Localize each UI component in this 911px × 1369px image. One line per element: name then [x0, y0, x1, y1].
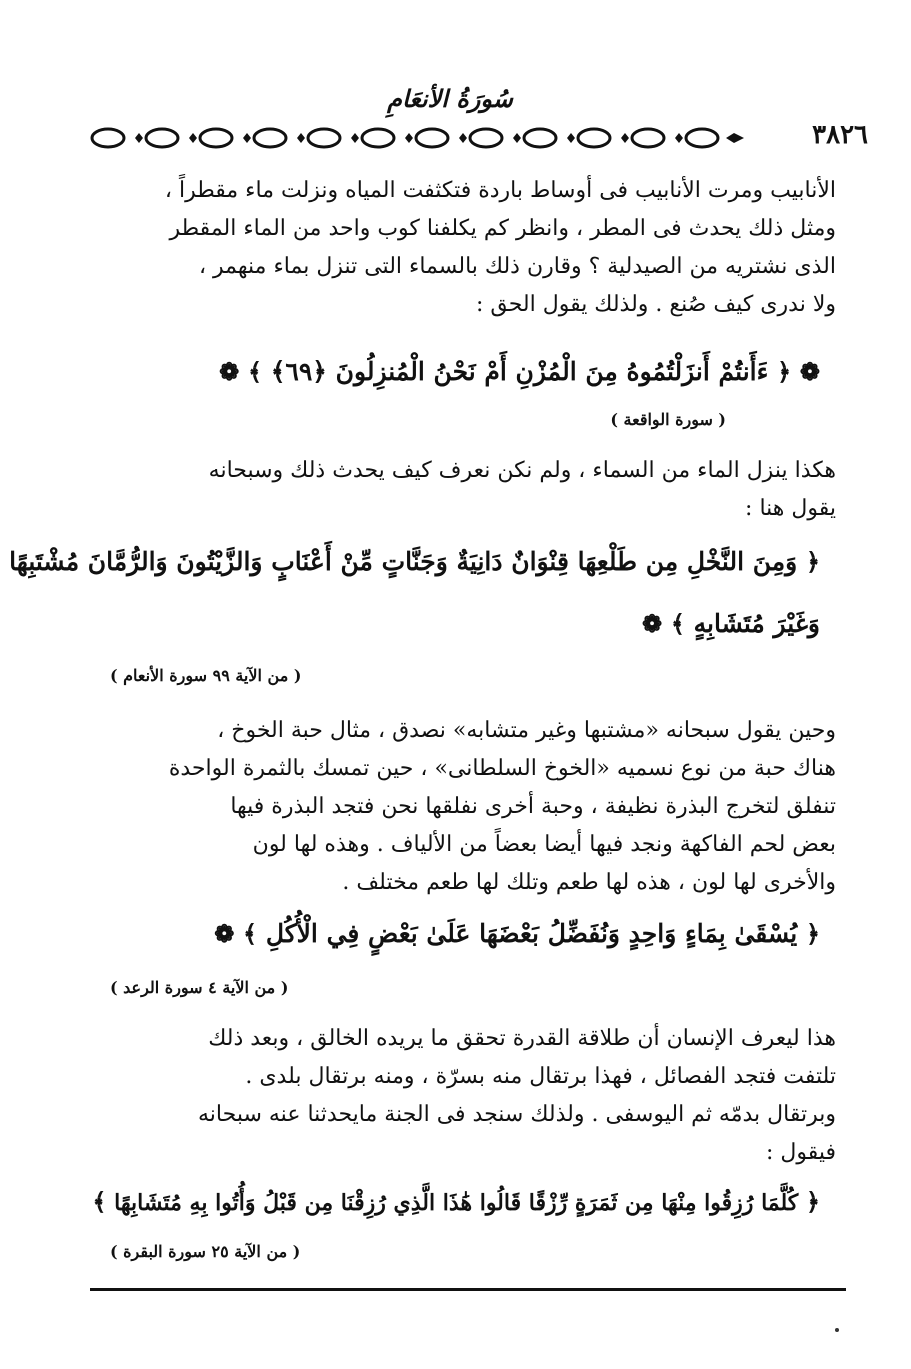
verse-open-bracket: ﴿ — [777, 357, 792, 386]
footer-rule — [90, 1288, 846, 1291]
flower-ornament-icon: ❁ — [641, 609, 663, 638]
quran-verse-3 — [96, 912, 820, 956]
verse-text: يُسْقَىٰ بِمَاءٍ وَاحِدٍ وَنُفَضِّلُ بَعْضَهَا عَلَىٰ بَعْضٍ فِي الْأُكُلِ — [265, 919, 798, 948]
verse-open-bracket: ﴿ — [805, 547, 820, 576]
paragraph-line: والأخرى لها لون ، هذه لها طعم وتلك لها طعم مختلف . — [342, 870, 836, 895]
paragraph-2 — [96, 452, 836, 528]
paragraph-line: هذا ليعرف الإنسان أن طلاقة القدرة تحقق ما يريده الخالق ، وبعد ذلك — [208, 1026, 836, 1051]
flower-ornament-icon: ❁ — [219, 357, 240, 386]
flower-ornament-icon: ❁ — [799, 357, 820, 386]
verse-open-bracket: ﴿ — [805, 919, 820, 948]
verse-text: كُلَّمَا رُزِقُوا مِنْهَا مِن ثَمَرَةٍ رِّزْقًا قَالُوا هَٰذَا الَّذِي رُزِقْنَا مِن قَبْلُ وَأُتُوا بِهِ مُتَشَابِهًا — [114, 1190, 799, 1216]
paragraph-line: وحين يقول سبحانه «مشتبها وغير متشابه» نصدق ، مثال حبة الخوخ ، — [217, 718, 836, 743]
paragraph-line: ولا ندرى كيف صُنع . ولذلك يقول الحق : — [475, 292, 836, 317]
flower-ornament-icon: ❁ — [214, 919, 235, 948]
paragraph-line: هناك حبة من نوع نسميه «الخوخ السلطانى» ، حين تمسك بالثمرة الواحدة — [168, 756, 836, 781]
verse-text: ءَأَنتُمْ أَنزَلْتُمُوهُ مِنَ الْمُزْنِ أَمْ نَحْنُ الْمُنزِلُونَ ﴿٦٩﴾ — [270, 357, 769, 386]
verse-text: وَغَيْرَ مُتَشَابِهٍ — [693, 609, 820, 638]
page-number: ٣٨٢٦ — [812, 120, 868, 150]
quran-verse-2 — [9, 540, 820, 646]
paragraph-line: يقول هنا : — [745, 496, 836, 521]
verse-reference-2: ( من الآية ٩٩ سورة الأنعام ) — [110, 666, 302, 685]
paragraph-line: الذى نشتريه من الصيدلية ؟ وقارن ذلك بالسماء التى تنزل بماء منهمر ، — [198, 254, 836, 279]
quran-verse-4 — [92, 1180, 820, 1225]
paragraph-4 — [96, 1020, 836, 1172]
verse-reference-3: ( من الآية ٤ سورة الرعد ) — [110, 978, 289, 997]
ink-speck — [835, 1328, 839, 1332]
verse-close-bracket: ﴾ — [670, 609, 685, 638]
verse-close-bracket: ﴾ — [247, 357, 263, 386]
paragraph-line: هكذا ينزل الماء من السماء ، ولم نكن نعرف كيف يحدث ذلك وسبحانه — [208, 458, 836, 483]
paragraph-3 — [96, 712, 836, 902]
header-ornament-chain — [88, 124, 746, 152]
paragraph-line: الأنابيب ومرت الأنابيب فى أوساط باردة فتكثفت المياه ونزلت ماء مقطراً ، — [164, 178, 836, 203]
verse-close-bracket: ﴾ — [243, 919, 258, 948]
paragraph-line: بعض لحم الفاكهة ونجد فيها أيضا بعضاً من الألياف . وهذه لها لون — [252, 832, 836, 857]
paragraph-line: تلتفت فتجد الفصائل ، فهذا برتقال منه بسرّة ، ومنه برتقال بلدى . — [245, 1064, 836, 1089]
verse-reference-1: ( سورة الواقعة ) — [610, 410, 726, 429]
verse-text: وَمِنَ النَّخْلِ مِن طَلْعِهَا قِنْوَانٌ دَانِيَةٌ وَجَنَّاتٍ مِّنْ أَعْنَابٍ وَالزَّيْتُونَ وَالرُّمَّانَ مُشْتَبِهًا — [9, 547, 798, 576]
paragraph-line: وبرتقال بدمّه ثم اليوسفى . ولذلك سنجد فى الجنة مايحدثنا عنه سبحانه — [198, 1102, 836, 1127]
verse-close-bracket: ﴾ — [92, 1187, 107, 1216]
surah-title: سُورَةُ الأنعَامِ — [387, 84, 513, 113]
paragraph-line: فيقول : — [765, 1140, 836, 1165]
verse-reference-4: ( من الآية ٢٥ سورة البقرة ) — [110, 1242, 301, 1261]
paragraph-line: ومثل ذلك يحدث فى المطر ، وانظر كم يكلفنا كوب واحد من الماء المقطر — [169, 216, 836, 241]
paragraph-line: تنفلق لتخرج البذرة نظيفة ، وحبة أخرى نفلقها نحن فتجد البذرة فيها — [230, 794, 836, 819]
quran-verse-1 — [96, 350, 820, 394]
verse-open-bracket: ﴿ — [805, 1187, 820, 1216]
paragraph-1 — [96, 172, 836, 324]
